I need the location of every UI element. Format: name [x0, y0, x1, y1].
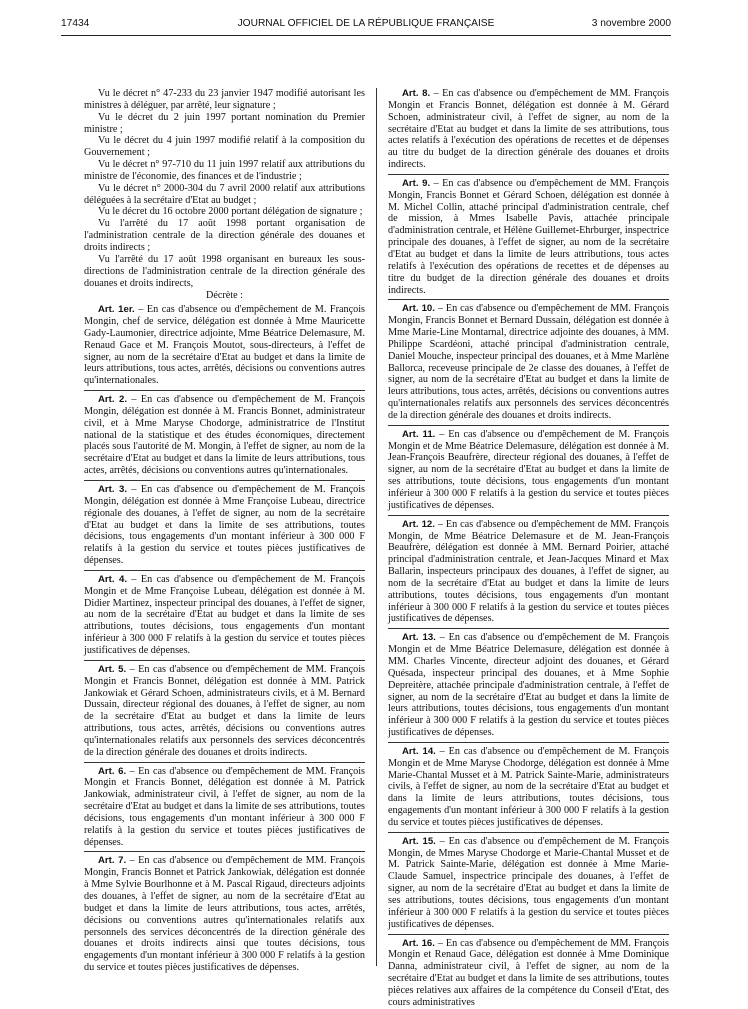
- left-column: [84, 88, 365, 974]
- article: [84, 390, 365, 477]
- article: [84, 570, 365, 657]
- article-label: Art. 11.: [402, 428, 436, 440]
- visa: Vu le décret n° 97-710 du 11 juin 1997 relatif aux attributions du ministre de l'économie, des finances et de l'industrie ;: [84, 159, 365, 182]
- column-separator: [376, 88, 377, 966]
- article: [388, 88, 669, 171]
- article-label: Art. 6.: [98, 765, 127, 777]
- article-text: – En cas d'absence ou d'empêchement de M. François Mongin et de Mme Béatrice Delemasure, délégation est donnée à MM. Charles Vincente, directeur adjoint des douanes, et Gérard Quésada, inspecteur principal des douanes, et à Mme Sophie Depreitère, attachée principale d'administration centrale, à l'effet de signer, au nom de la secrétaire d'Etat au budget et dans la limite de leurs attributions, toutes décisions, tous engagements d'un montant inférieur à 300 000 F relatifs à la gestion du service et toutes pièces justificatives de dépenses.: [388, 632, 669, 739]
- article: [388, 628, 669, 739]
- article-label: Art. 15.: [402, 835, 436, 847]
- article-label: Art. 16.: [402, 937, 435, 949]
- article-label: Art. 12.: [402, 518, 435, 530]
- article-text: – En cas d'absence ou d'empêchement de M. François Mongin, délégation est donnée à Mme Françoise Lubeau, directrice régionale des douanes, à l'effet de signer, au nom de la secrétaire d'Etat au budget et dans la limite de ses attributions, toutes décisions, tous engagements d'un montant inférieur à 300 000 F relatifs à la gestion du service et toutes pièces justificatives de dépenses.: [84, 484, 365, 567]
- visa: Vu le décret du 4 juin 1997 modifié relatif à la composition du Gouvernement ;: [84, 135, 365, 159]
- article: [388, 174, 669, 296]
- article-label: Art. 14.: [402, 745, 436, 757]
- visa: Vu le décret n° 2000-304 du 7 avril 2000 relatif aux attributions déléguées à la secrétaire d'Etat au budget ;: [84, 182, 365, 206]
- article-text: – En cas d'absence ou d'empêchement de MM. François Mongin, Francis Bonnet et Bernard Dussain, délégation est donnée à Mme Marie-Line Montarnal, directrice adjointe des douanes, à MM. Philippe Scardéoni, attaché principal d'administration centrale, Daniel Mouche, inspecteur principal des douanes, et à Mme Marlène Ballorca, receveuse principale de 2e classe des douanes, à l'effet de signer, au nom de la secrétaire d'Etat au budget et dans la limite de leurs attributions, tous actes, arrêtés, décisions ou conventions autres qu'internationales relatifs aux personnels des services déconcentrés de la direction générale des douanes et droits indirects.: [388, 303, 669, 421]
- page-number: 17434: [61, 18, 90, 29]
- article-text: – En cas d'absence ou d'empêchement de M. François Mongin, chef de service, délégation est donnée à Mme Mauricette Gady-Laumonier, directrice adjointe, Mme Béatrice Delemasure, M. Renaud Gace et M. François Moutot, sous-directeurs, à l'effet de signer, au nom de la secrétaire d'Etat au budget et dans la limite de leurs attributions, tous actes, arrêtés, décisions ou conventions autres qu'internationales.: [84, 304, 366, 387]
- article-label: Art. 7.: [98, 855, 127, 867]
- article-text: – En cas d'absence ou d'empêchement de MM. François Mongin et Francis Bonnet, délégation est donnée à M. Gérard Schoen, administrateur civil, à l'effet de signer, au nom de la secrétaire d'Etat au budget et dans la limite de ses attributions, tous actes relatifs à l'exécution des opérations de recettes et de dépenses au titre du budget de la direction générale des douanes et droits indirects.: [388, 88, 669, 171]
- article: [84, 480, 365, 567]
- article: [388, 832, 669, 931]
- article-text: – En cas d'absence ou d'empêchement de M. François Mongin et de Mme Françoise Lubeau, délégation est donnée à M. Didier Martinez, inspecteur principal des douanes, à l'effet de signer, au nom de la secrétaire d'Etat au budget et dans la limite de ses attributions, toutes décisions, tous engagements d'un montant inférieur à 300 000 F relatifs à la gestion du service et toutes pièces justificatives de dépenses.: [84, 573, 365, 656]
- article: [84, 304, 365, 387]
- visa: Vu le décret du 16 octobre 2000 portant délégation de signature ;: [98, 206, 363, 218]
- article: [388, 934, 669, 1009]
- article-label: Art. 8.: [402, 88, 431, 99]
- article: [388, 425, 669, 512]
- article-text: – En cas d'absence ou d'empêchement de M. François Mongin et de Mme Béatrice Delemasure, délégation est donnée à M. Jean-François Beaufrère, directeur régional des douanes, à l'effet de signer, au nom de la secrétaire d'Etat au budget et dans la limite de ses attributions, toute décisions, tous engagements d'un montant inférieur à 300 000 F relatifs à la gestion du service et toutes pièces justificatives de dépenses.: [388, 428, 670, 511]
- article: [388, 742, 669, 829]
- article-label: Art. 3.: [98, 484, 128, 495]
- article-label: Art. 5.: [98, 663, 127, 675]
- article-label: Art. 1er.: [98, 304, 135, 316]
- journal-title: JOURNAL OFFICIEL DE LA RÉPUBLIQUE FRANÇAISE: [237, 18, 495, 29]
- article-label: Art. 2.: [98, 394, 128, 406]
- right-column: [388, 88, 669, 1009]
- article: [84, 851, 365, 973]
- article-text: – En cas d'absence ou d'empêchement de MM. François Mongin, Francis Bonnet et Gérard Schoen, délégation est donnée à M. Michel Collin, attaché principal d'administration centrale, chef de mission, à Mmes Isabelle Pavis, attachée principale d'administration centrale, et Hélène Guillemet-Ehrburger, inspectrice principale des douanes, à l'effet de signer, au nom de la secrétaire d'Etat au budget et dans la limite de leurs attributions, tous actes relatifs à l'exécution des opérations de recettes et de dépenses au titre du budget de la direction générale des douanes et droits indirects.: [388, 177, 670, 296]
- article-label: Art. 9.: [402, 177, 431, 189]
- visa: Vu l'arrêté du 17 août 1998 organisant en bureaux les sous-directions de l'administration centrale de la direction générale des douanes et droits indirects,: [84, 253, 365, 289]
- decrete-heading: Décrète :: [205, 290, 244, 302]
- article: [84, 660, 365, 759]
- article-label: Art. 10.: [402, 303, 435, 315]
- page-header: [61, 18, 671, 32]
- article: [388, 299, 669, 421]
- article-text: – En cas d'absence ou d'empêchement de MM. François Mongin, Francis Bonnet et Patrick Jankowiak, délégation est donnée à Mme Sylvie Bourlhonne et à M. Pascal Rigaud, directeurs adjoints des douanes, à l'effet de signer, au nom de la secrétaire d'Etat au budget et dans la limite de leurs attributions, tous actes, arrêtés, décisions ou conventions autres qu'internationales relatifs aux personnels des services déconcentrés de la direction générale des douanes et droits indirects ainsi que toutes décisions, tous engagements d'un montant inférieur à 300 000 F relatifs à la gestion du service et toutes pièces justificatives de dépenses.: [84, 855, 365, 974]
- visa: Vu l'arrêté du 17 août 1998 portant organisation de l'administration centrale de la direction générale des douanes et droits indirects ;: [84, 218, 365, 253]
- visa: Vu le décret du 2 juin 1997 portant nomination du Premier ministre ;: [84, 111, 365, 135]
- issue-date: 3 novembre 2000: [591, 18, 671, 29]
- article-text: – En cas d'absence ou d'empêchement de M. François Mongin, de Mmes Maryse Chodorge et Marie-Chantal Musset et de M. Patrick Sainte-Marie, délégation est donnée à Mme Marie-Claude Samuel, inspectrice principale des douanes, à l'effet de signer, au nom de la secrétaire d'Etat au budget et dans la limite de ses attributions, toutes décisions, tous engagements d'un montant inférieur à 300 000 F relatifs à la gestion du service et toutes pièces justificatives de dépenses.: [388, 835, 669, 930]
- article: [388, 515, 669, 626]
- article-text: – En cas d'absence ou d'empêchement de M. François Mongin, délégation est donnée à M. Francis Bonnet, administrateur civil, et à Mme Maryse Chodorge, administratrice de l'Institut national de la statistique et des études économiques, directement placés sous l'autorité de M. Mongin, à l'effet de signer, au nom de la secrétaire d'Etat au budget et dans la limite de leurs attributions, tous actes, arrêtés, décisions ou conventions autres qu'internationales.: [84, 394, 365, 477]
- header-rule: [61, 35, 671, 36]
- visa: Vu le décret n° 47-233 du 23 janvier 1947 modifié autorisant les ministres à déléguer, par arrêté, leur signature ;: [84, 88, 365, 111]
- article-text: – En cas d'absence ou d'empêchement de MM. François Mongin et Francis Bonnet, délégation est donnée à MM. Patrick Jankowiak et Gérard Schoen, administrateurs civils, et à M. Bernard Dussain, directeur régional des douanes, à l'effet de signer, au nom de la secrétaire d'Etat au budget et dans la limite de leurs attributions, tous actes, arrêtés, décisions ou conventions autres qu'internationales relatifs aux personnels des services déconcentrés de la direction générale des douanes et droits indirects.: [84, 663, 365, 758]
- article-text: – En cas d'absence ou d'empêchement de M. François Mongin et de Mme Maryse Chodorge, délégation est donnée à Mme Marie-Chantal Musset et à M. Patrick Sainte-Marie, administrateurs civils, à l'effet de signer, au nom de la secrétaire d'Etat au budget et dans la limite de leurs attributions, toutes décisions, tous engagements d'un montant inférieur à 300 000 F relatifs à la gestion du service et toutes pièces justificatives de dépenses.: [388, 745, 669, 828]
- article-text: – En cas d'absence ou d'empêchement de MM. François Mongin et Francis Bonnet, délégation est donnée à M. Patrick Jankowiak, administrateur civil, à l'effet de signer, au nom de la secrétaire d'Etat au budget et dans la limite de ses attributions, toutes décisions, tous engagements d'un montant inférieur à 300 000 F relatifs à la gestion du service et toutes pièces justificatives de dépenses.: [84, 765, 365, 848]
- article: [84, 762, 365, 849]
- article-text: – En cas d'absence ou d'empêchement de MM. François Mongin, de Mme Béatrice Delemasure et de M. Jean-François Beaufrère, délégation est donnée à MM. Bernard Poirier, attaché principal d'administration centrale, et Jean-Jacques Minard et Max Ballarin, inspecteurs principaux des douanes, à l'effet de signer, au nom de la secrétaire d'Etat au budget et dans la limite de leurs attributions, toutes décisions, tous engagements d'un montant inférieur à 300 000 F relatifs à la gestion du service et toutes pièces justificatives de dépenses.: [388, 518, 669, 625]
- article-label: Art. 4.: [98, 573, 128, 585]
- article-text: – En cas d'absence ou d'empêchement de MM. François Mongin et Renaud Gace, délégation est donnée à Mme Dominique Danna, administrateur civil, à l'effet de signer, au nom de la secrétaire d'Etat au budget et dans la limite de ses attributions, toutes pièces relatives aux affaires de la compétence du Conseil d'Etat, des cours administratives: [388, 937, 669, 1008]
- article-label: Art. 13.: [402, 632, 436, 644]
